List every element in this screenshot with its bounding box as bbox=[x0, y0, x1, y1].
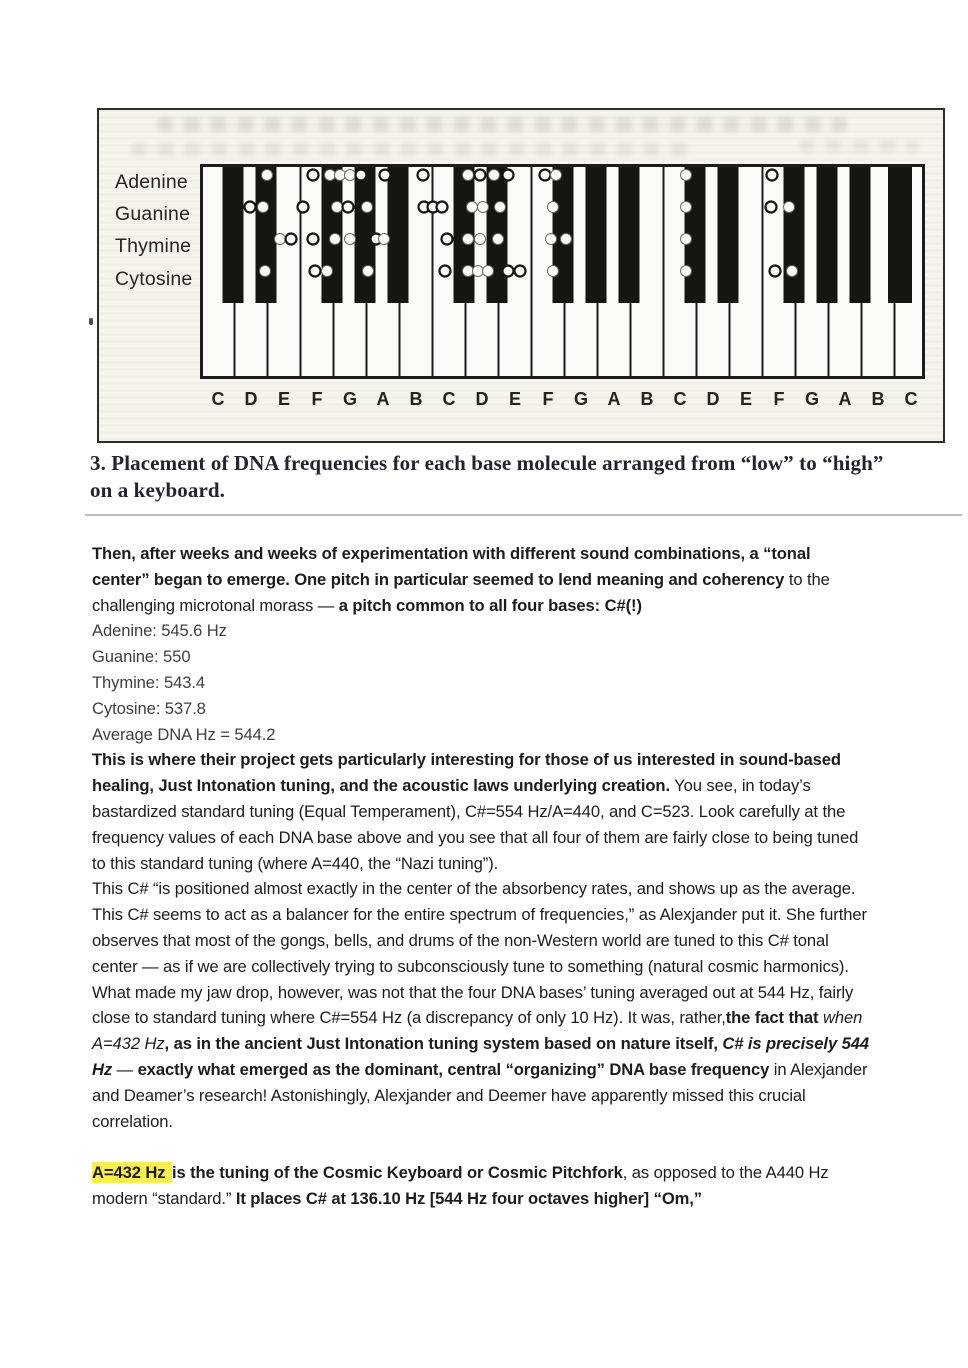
black-key bbox=[784, 166, 805, 303]
text-run: a pitch common to all four bases: C#(!) bbox=[338, 595, 642, 615]
text-run: This is where their project gets particularly interesting for those of us interested in sound-based healing, Just Intonation tuning, and the acoustic laws underlying creation. bbox=[92, 750, 841, 796]
dna-dot bbox=[548, 266, 559, 277]
note-label: G bbox=[573, 389, 589, 409]
base-label: Cytosine bbox=[115, 267, 193, 290]
scan-speck bbox=[89, 318, 93, 325]
dna-dot bbox=[473, 266, 484, 277]
dna-dot bbox=[345, 234, 356, 245]
paragraph bbox=[92, 644, 872, 670]
article-body bbox=[92, 541, 872, 1212]
dna-dot bbox=[440, 266, 451, 277]
black-key bbox=[718, 166, 739, 303]
paragraph bbox=[92, 541, 872, 618]
note-label: G bbox=[342, 389, 358, 409]
note-label: A bbox=[607, 389, 621, 409]
dna-dot bbox=[356, 170, 367, 181]
text-run: is the tuning of the Cosmic Keyboard or Cosmic Pitchfork bbox=[171, 1163, 623, 1183]
dna-dot bbox=[493, 234, 504, 245]
dna-dot bbox=[467, 202, 478, 213]
black-key bbox=[223, 166, 244, 303]
dna-dot bbox=[442, 234, 453, 245]
dna-dot bbox=[418, 170, 429, 181]
dna-dot bbox=[548, 202, 559, 213]
note-label: F bbox=[773, 389, 785, 409]
dna-dot bbox=[325, 170, 336, 181]
dna-dot bbox=[478, 202, 489, 213]
dna-dot bbox=[363, 266, 374, 277]
dna-dot bbox=[379, 234, 390, 245]
dna-dot bbox=[345, 170, 356, 181]
dna-dot bbox=[463, 234, 474, 245]
dna-dot bbox=[540, 170, 551, 181]
black-key bbox=[817, 166, 838, 303]
figure-caption: 3. Placement of DNA frequencies for each base molecule arranged from “low” to “high” on a keyboard. bbox=[90, 451, 884, 502]
dna-dot bbox=[787, 266, 798, 277]
dna-dot bbox=[335, 170, 346, 181]
text-run: , as opposed to the A440 Hz modern “standard.” bbox=[92, 1163, 829, 1208]
note-label: F bbox=[542, 389, 554, 409]
dna-dot bbox=[770, 266, 781, 277]
keyboard-figure bbox=[200, 164, 925, 409]
text-run: when A=432 Hz bbox=[92, 1008, 863, 1054]
paragraph bbox=[92, 747, 872, 876]
dna-dot bbox=[308, 234, 319, 245]
paragraph bbox=[92, 980, 872, 1135]
dna-dot bbox=[298, 202, 309, 213]
dna-dot bbox=[463, 266, 474, 277]
text-run: Average DNA Hz = 544.2 bbox=[92, 724, 276, 744]
dna-dot bbox=[380, 170, 391, 181]
base-label: Thymine bbox=[115, 235, 192, 258]
base-label: Guanine bbox=[115, 203, 191, 226]
bleedthrough-smudge bbox=[799, 140, 919, 152]
bleedthrough-smudge bbox=[157, 117, 847, 132]
note-label: F bbox=[311, 389, 323, 409]
note-label: B bbox=[640, 389, 654, 409]
text-run: Cytosine: 537.8 bbox=[92, 698, 206, 718]
dna-dot bbox=[343, 202, 354, 213]
note-label: A bbox=[838, 389, 852, 409]
blank-line bbox=[92, 1134, 872, 1160]
dna-dot bbox=[767, 170, 778, 181]
dna-dot bbox=[437, 202, 448, 213]
dna-dot bbox=[546, 234, 557, 245]
base-label: Adenine bbox=[115, 171, 188, 193]
text-run: What made my jaw drop, however, was not that the four DNA bases’ tuning averaged out at 544 Hz, fairly close to standard tuning where C#=554 Hz (a discrepancy of only 10 Hz). It was, rather, bbox=[92, 982, 854, 1028]
dna-dot bbox=[681, 170, 692, 181]
note-label: B bbox=[409, 389, 423, 409]
paragraph bbox=[92, 670, 872, 696]
note-label: G bbox=[804, 389, 820, 409]
dna-dot bbox=[503, 170, 514, 181]
note-label: C bbox=[904, 389, 918, 409]
dna-dot bbox=[275, 234, 286, 245]
black-key-partial bbox=[888, 166, 912, 303]
dna-dot bbox=[475, 170, 486, 181]
dna-dot bbox=[262, 170, 273, 181]
paragraph bbox=[92, 618, 872, 644]
dna-dot bbox=[681, 266, 692, 277]
dna-dot bbox=[286, 234, 297, 245]
text-run: Adenine: 545.6 Hz bbox=[92, 621, 227, 641]
paragraph bbox=[92, 876, 872, 979]
black-key bbox=[586, 166, 607, 303]
text-run: C# is precisely 544 Hz bbox=[92, 1034, 869, 1079]
paragraph bbox=[92, 696, 872, 722]
note-label: E bbox=[277, 389, 291, 409]
text-run: This C# “is positioned almost exactly in the center of the absorbency rates, and shows up as the average. This C# seems to act as a balancer for the entire spectrum of frequencies,” as Alexjander put it. She further observes that most of the gongs, bells, and drums of the non-Western world are tuned to this C# tonal center — as if we are collectively trying to subconsciously tune to something (natural cosmic harmonics). bbox=[92, 879, 867, 976]
figure-scan bbox=[97, 108, 945, 443]
note-label: C bbox=[211, 389, 225, 409]
note-label: B bbox=[871, 389, 885, 409]
dna-dot bbox=[489, 170, 500, 181]
text-run: Thymine: 543.4 bbox=[92, 672, 205, 692]
dna-dot bbox=[681, 202, 692, 213]
note-label: E bbox=[508, 389, 522, 409]
dna-base-labels bbox=[115, 166, 192, 295]
black-key bbox=[388, 166, 409, 303]
text-run: Guanine: 550 bbox=[92, 647, 191, 667]
text-run: A=432 Hz bbox=[92, 1163, 170, 1183]
text-run: the fact that bbox=[725, 1008, 823, 1028]
text-run: It places C# at 136.10 Hz [544 Hz four octaves higher] “Om,” bbox=[235, 1188, 702, 1208]
dna-dot bbox=[495, 202, 506, 213]
dna-dot bbox=[258, 202, 269, 213]
dna-dot bbox=[245, 202, 256, 213]
dna-dot bbox=[463, 170, 474, 181]
dna-dot bbox=[483, 266, 494, 277]
bleedthrough-smudge bbox=[131, 143, 691, 156]
note-label: A bbox=[376, 389, 390, 409]
note-label: C bbox=[673, 389, 687, 409]
dna-dot bbox=[503, 266, 514, 277]
dna-dot bbox=[515, 266, 526, 277]
dna-dot bbox=[260, 266, 271, 277]
note-label: E bbox=[739, 389, 753, 409]
dna-dot bbox=[332, 202, 343, 213]
text-run: in Alexjander and Deamer’s research! Astonishingly, Alexjander and Deemer have apparently missed this crucial correlation. bbox=[92, 1059, 868, 1131]
dna-dot bbox=[330, 234, 341, 245]
black-key bbox=[256, 166, 277, 303]
note-label: D bbox=[244, 389, 258, 409]
text-run: , as in the ancient Just Intonation tuning system based on nature itself, bbox=[164, 1034, 723, 1054]
note-label: D bbox=[706, 389, 720, 409]
dna-dot bbox=[681, 234, 692, 245]
dna-dot bbox=[551, 170, 562, 181]
dna-dot bbox=[766, 202, 777, 213]
dna-dot bbox=[310, 266, 321, 277]
text-run: You see, in today’s bastardized standard tuning (Equal Temperament), C#=554 Hz/A=440, and C=523. Look carefully at the frequency values of each DNA base above and you see that all four of them are fairly close to being tuned to this standard tuning (where A=440, the “Nazi tuning”). bbox=[92, 776, 859, 873]
paragraph bbox=[92, 1160, 872, 1212]
text-run: — bbox=[112, 1059, 138, 1079]
text-run: exactly what emerged as the dominant, central “organizing” DNA base frequency bbox=[137, 1059, 770, 1079]
dna-dot bbox=[308, 170, 319, 181]
dna-dot bbox=[561, 234, 572, 245]
dna-dot bbox=[784, 202, 795, 213]
paragraph bbox=[92, 722, 872, 748]
black-key bbox=[850, 166, 871, 303]
note-label: D bbox=[475, 389, 489, 409]
dna-dot bbox=[322, 266, 333, 277]
black-key bbox=[619, 166, 640, 303]
text-run: to the challenging microtonal morass — bbox=[92, 569, 830, 615]
dna-dot bbox=[475, 234, 486, 245]
note-label: C bbox=[442, 389, 456, 409]
text-run: Then, after weeks and weeks of experimentation with different sound combinations, a “tonal center” began to emerge. One pitch in particular seemed to lend meaning and coherency bbox=[92, 544, 811, 589]
dna-dot bbox=[362, 202, 373, 213]
section-divider bbox=[85, 514, 962, 516]
